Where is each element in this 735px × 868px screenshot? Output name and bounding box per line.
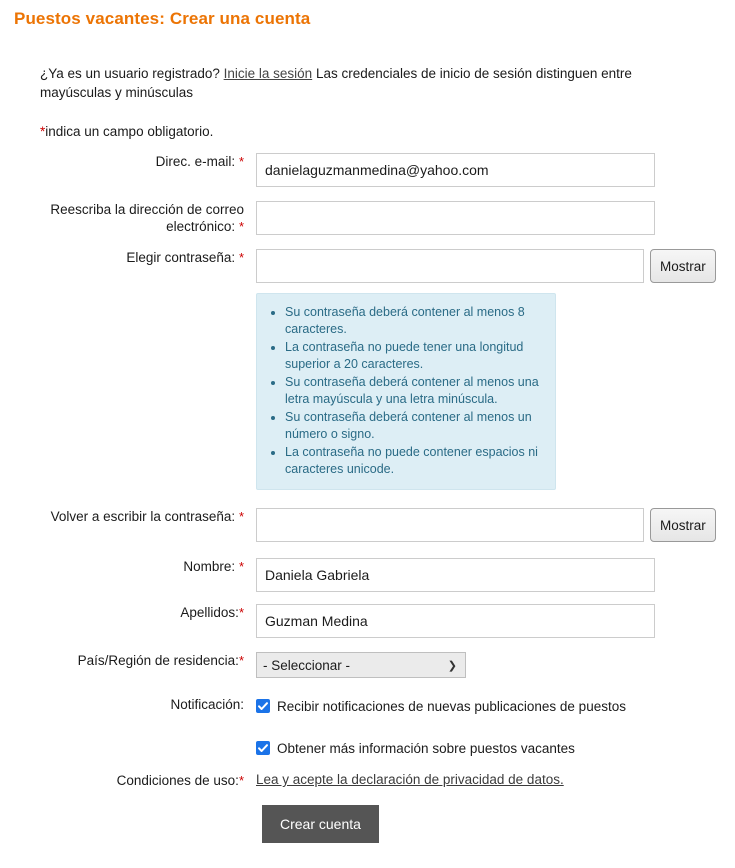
password-rule: • Su contraseña deberá contener al menos un número o signo. [285, 409, 543, 443]
password-confirm-required-star: * [238, 509, 244, 524]
login-prompt-question: ¿Ya es un usuario registrado? [40, 66, 220, 81]
required-note-text: indica un campo obligatorio. [45, 124, 214, 139]
first-name-label [0, 558, 250, 575]
password-field-wrap [250, 249, 735, 490]
last-name-label-text: Apellidos: [180, 605, 239, 620]
last-name-field-wrap [250, 604, 735, 638]
password-confirm-label-text: Volver a escribir la contraseña: [50, 509, 236, 524]
country-select-value: - Seleccionar - [263, 657, 351, 673]
terms-field-wrap [250, 772, 735, 787]
password-confirm-input[interactable] [256, 508, 644, 542]
create-account-form [0, 64, 735, 843]
terms-label-text: Condiciones de uso: [116, 773, 239, 788]
checkbox-new-postings[interactable] [256, 699, 270, 713]
submit-field-wrap [250, 789, 735, 843]
terms-required-star: * [238, 773, 244, 788]
country-required-star: * [238, 653, 244, 668]
password-required-star: * [238, 250, 244, 265]
notification-option-1[interactable] [256, 696, 735, 716]
field-row-password-confirm [0, 508, 735, 542]
field-row-email-confirm [0, 201, 735, 235]
notification-option-2[interactable] [256, 738, 735, 758]
email-label-text: Direc. e-mail: [155, 154, 236, 169]
notification-2-field-wrap [250, 738, 735, 758]
email-confirm-label-text: Reescriba la dirección de correo electrónico: [50, 202, 244, 234]
email-confirm-required-star: * [238, 219, 244, 234]
email-confirm-label [0, 201, 250, 235]
notification-option-2-label: Obtener más información sobre puestos vacantes [277, 740, 575, 756]
first-name-label-text: Nombre: [183, 559, 236, 574]
password-label-text: Elegir contraseña: [126, 250, 236, 265]
last-name-required-star: * [238, 605, 244, 620]
password-rules-list [267, 304, 543, 478]
email-input[interactable] [256, 153, 655, 187]
password-rule: • La contraseña no puede contener espacios ni caracteres unicode. [285, 444, 543, 478]
field-row-country [0, 652, 735, 678]
field-row-notification-2 [0, 738, 735, 758]
first-name-field-wrap [250, 558, 735, 592]
country-select[interactable] [256, 652, 466, 678]
last-name-label [0, 604, 250, 621]
password-rule: • Su contraseña deberá contener al menos una letra mayúscula y una letra minúscula. [285, 374, 543, 408]
required-field-note [40, 124, 735, 139]
email-required-star: * [238, 154, 244, 169]
first-name-input[interactable] [256, 558, 655, 592]
password-confirm-input-group [256, 508, 735, 542]
password-rule: • Su contraseña deberá contener al menos 8 caracteres. [285, 304, 543, 338]
last-name-input[interactable] [256, 604, 655, 638]
show-password-confirm-button[interactable]: Mostrar [650, 508, 716, 542]
password-input[interactable] [256, 249, 644, 283]
chevron-down-icon: ❯ [447, 659, 457, 672]
first-name-required-star: * [238, 559, 244, 574]
terms-label [0, 772, 250, 789]
field-row-terms [0, 772, 735, 789]
create-account-button[interactable]: Crear cuenta [262, 805, 379, 843]
checkbox-more-info[interactable] [256, 741, 270, 755]
login-case-note: Las credenciales de inicio de sesión distinguen entre mayúsculas y minúsculas [40, 66, 632, 100]
password-rule: • La contraseña no puede tener una longitud superior a 20 caracteres. [285, 339, 543, 373]
required-star: * [40, 124, 46, 139]
email-field-wrap [250, 153, 735, 187]
field-row-email [0, 153, 735, 187]
email-label [0, 153, 250, 170]
password-confirm-label [0, 508, 250, 525]
privacy-policy-link[interactable]: Lea y acepte la declaración de privacidad de datos. [256, 772, 564, 787]
password-rules-box [256, 293, 556, 490]
notification-field-wrap [250, 696, 735, 716]
notification-option-1-label: Recibir notificaciones de nuevas publicaciones de puestos [277, 698, 626, 714]
password-input-group [256, 249, 735, 283]
country-label [0, 652, 250, 669]
notification-label: Notificación: [170, 697, 244, 712]
email-confirm-field-wrap [250, 201, 735, 235]
login-link[interactable]: Inicie la sesión [223, 66, 313, 81]
country-field-wrap [250, 652, 735, 678]
field-row-submit [0, 789, 735, 843]
field-row-first-name [0, 558, 735, 592]
password-label [0, 249, 250, 266]
field-row-password [0, 249, 735, 490]
email-confirm-input[interactable] [256, 201, 655, 235]
page-title: Puestos vacantes: Crear una cuenta [14, 9, 311, 28]
show-password-button[interactable]: Mostrar [650, 249, 716, 283]
field-row-notification [0, 696, 735, 716]
login-prompt [40, 64, 665, 102]
country-label-text: País/Región de residencia: [77, 653, 239, 668]
field-row-last-name [0, 604, 735, 638]
password-confirm-field-wrap [250, 508, 735, 542]
